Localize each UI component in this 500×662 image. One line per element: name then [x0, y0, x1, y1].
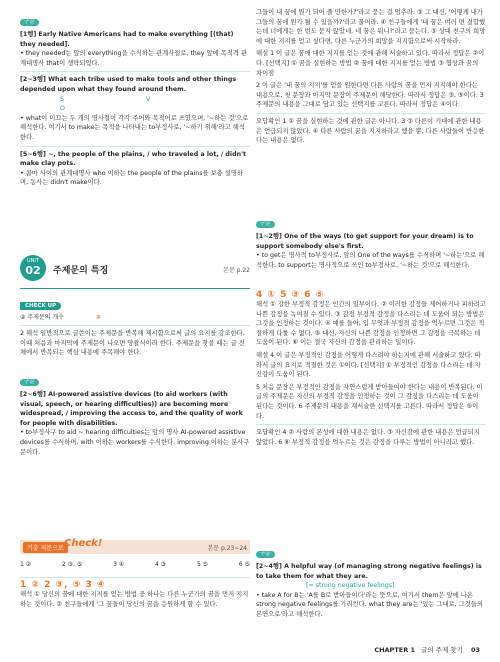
unit-badge — [20, 255, 46, 281]
unit-divider — [20, 288, 250, 289]
divider — [256, 113, 486, 114]
note-body: • to부정사구 to aid ~ hearing difficulties는 앞의 명사 AI-powered assistive devices를 수식하며, with 이하는 workers를 수식한다. improving 이하는 분사구문이다. — [20, 429, 250, 456]
unit-header — [20, 255, 250, 281]
note-body: • 콤마 사이의 관계대명사 who 이하는 the people of the plains를 보충 설명하며, 동사는 didn't make이다. — [20, 169, 244, 187]
note-title: [5~6행] ~, the people of the plains, / who traveled a lot, / didn't make clay pots. — [20, 150, 247, 168]
note-body: 그들이 내 꿈에 뭔가 되어 줄 만한가?'라고 묻는 걸 멈추라. ③ 그 대신, '어떻게 내가 그들의 꿈에 뭔가 될 수 있을까?'라고 물어라. ④ 친구들에게 '내 꿈은 여러 면 결합했는데 너에게는 한 번도 묻지 않았네. 네 꿈은 뭐니?'라고 묻는다. ⑤ 상대 친구의 희망에 대한 지지를 얻고 싶다면, 다른 누군가의 희망을 지지함으로써 시작하라. — [256, 9, 486, 45]
big-answers: 4 ① 5 ③ 6 ⑤ — [256, 290, 325, 300]
note-title: [1~2행] One of the ways (to get support for your dream) is to support somebody else's first. — [256, 233, 474, 250]
note-body: • they needed는 앞의 everything을 수식하는 관계사절로, they 앞에 목적격 관계대명사 that이 생략되었다. — [20, 50, 248, 67]
divider — [20, 577, 250, 578]
grammar-note-2 — [20, 368, 250, 457]
note-body: 2 해석 일반적으로 글쓴이는 주제문을 반복해 제시함으로써 글의 요지를 강조한다. 이때 처음과 마지막에 주제문이 나오면 양괄식이라 한다. 주제문을 찾을 때는 글 전체에서 반복되는 핵심 내용에 주목해야 한다. — [20, 330, 245, 357]
grammar-note-4 — [256, 540, 486, 620]
check-logo: Check! — [64, 538, 103, 549]
answer-item: 6 ⑤ — [238, 561, 250, 568]
check-up-tag: CHECK UP — [20, 302, 61, 310]
guide-tag: 구문 — [20, 379, 39, 386]
divider — [20, 325, 250, 326]
big-answers: 1 ② 2 ③, ⑤ 3 ④ — [20, 580, 106, 590]
check-bar — [20, 540, 250, 554]
note-body: 해설 1 이 글은 꿈에 대한 지지를 얻는 것에 관해 서술하고 있다. 따라서 정답은 ②이다. [선택지] ① 꿈을 실현하는 방법 ② 꿈에 대한 지지를 얻는 방법 ③ 협상과 꿈의 차이점 — [256, 50, 485, 77]
grammar-note-3 — [256, 210, 486, 270]
note-body: 2 이 글은 '내 꿈의 지지'를 얻을 원한다면 다른 사람의 꿈을 먼저 지지해야 한다는 내용으로, 첫 문장과 마지막 문장이 주제문이 해당한다. 따라서 정답은 ③, ⑤이다. 3 주제문의 내용을 그대로 담고 있는 선택지를 고른다. 따라서 정답은 ④이다. — [256, 82, 484, 109]
note-body: 해석 ① 강한 부정적 감정은 인간의 일부이다. ② 이러한 감정들 제어하거나 피하려고 나쁜 감정을 녹여질 수 있다. ③ 감정 부정적 감정을 다스리는 데 도움이 되는 방법은 그것을 인정하는 것이다. ④ 예를 들어, 입 무엇과 부정적 감정을 억누르면 그것은 적절하게 다룰 수 없다. ⑤ 대신, 자신의 나쁜 감정을 인정하면 그 감정을 극복하는 데 도움이 된다. ⑥ 이는 결국 자신의 감정을 관리하는 일이다. — [256, 301, 486, 347]
divider — [20, 71, 250, 72]
divider — [256, 424, 486, 425]
footer-chapter: CHAPTER 1 — [374, 646, 415, 654]
answer-item: 5 ⑤ — [196, 561, 209, 568]
note-title: [2~6행] AI-powered assistive devices (to aid workers (with visual, speech, or hearing difficulties)) are becoming more widespread, / improving the access to, and the quality of work for people with disabilities. — [20, 391, 243, 427]
note-body: 오답확인 4 ② 사람의 본성에 대한 내용은 없다. ③ 자신감에 관한 내용은 언급되지 않았다. 6 ⑥ 부정적 감정을 억누르는 것은 감정을 다루는 방법이 아니라고 했다. — [256, 429, 480, 446]
note-body: 해설 4 이 글은 부정적인 감정을 어떻게 다스려야 하는지에 관해 서술하고 있다. 따라서 글의 요지로 적절한 것은 ①이다. [선택지] ① 부정적인 감정을 다스리는 데 자신감이 도움이 된다. — [256, 351, 481, 379]
note-body: 해석 ① 당신의 꿈에 대한 지지를 얻는 방법 중 하나는 다른 누군가의 꿈을 먼저 지지하는 것이다. ② 친구들에게 '그 꿈들이 당신의 꿈을 응원하게 할 수 있다. — [20, 591, 249, 608]
check-up-item — [20, 313, 250, 322]
footer-title: 글의 주제 찾기 — [421, 646, 463, 654]
unit-label: UNIT — [27, 258, 39, 264]
check-bar-label: 기출 지문으로 — [23, 542, 68, 553]
note-body: • to get은 명사적 to부정사로, 앞의 One of the ways를 수식하며 '~하는'으로 해석한다. to support는 명사적으로 쓰인 to부정사로, '~하는 것'으로 해석한다. — [256, 252, 485, 269]
answer-item: 4 ③ — [155, 561, 167, 568]
right-section-1 — [256, 8, 486, 146]
answer-explanation — [20, 580, 250, 609]
guide-tag: 구문 — [256, 551, 275, 558]
note-sub: [= strong negative feelings] — [306, 582, 395, 590]
grammar-note-1 — [20, 8, 250, 188]
sentence-marks: S V O — [60, 95, 191, 113]
note-body: 5 처음 문장은 부정적인 감정을 자연스럽게 받아들여야 한다는 내용이 반복된다. 이 글의 주제문은 자신의 부정적 감정을 인정하는 것이 그 감정을 다스리는 데 도움이 된다는 것이다. 6 주제문의 내용을 재서술한 선택지를 고른다. 따라서 정답은 ⑤이다. — [256, 383, 483, 420]
right-section-2 — [256, 290, 486, 447]
note-title: [1행] Early Native Americans had to make everything [(that) they needed]. — [20, 31, 234, 48]
note-title: [2~4행] A helpful way (of managing strong negative feelings) is to take them for what they are. — [256, 563, 482, 580]
note-body: 오답확인 1 ① 꿈을 실현하는 것에 관한 글은 아니다. 3 ③ 다른이 기대에 관한 내용은 언급되지 않았다. ④ 다른 사람의 꿈을 지지하라고 했을 뿐, 다른 사람들이 반응한다는 내용은 없다. — [256, 117, 485, 145]
note-title: [2~3행] What each tribe used to make tools and other things depended upon what they found around them. — [20, 76, 237, 93]
answer-row — [20, 560, 250, 569]
footer-page: 03 — [470, 646, 480, 654]
divider — [20, 146, 250, 147]
answer-item: 3 ④ — [113, 561, 125, 568]
unit-title: 주제문의 특징 — [53, 266, 109, 276]
page-footer — [374, 645, 480, 654]
guide-tag: 구문 — [256, 221, 275, 228]
guide-tag: 구문 — [20, 19, 39, 26]
answer-item: 1 ② — [20, 561, 32, 568]
check-item-answer: ② — [95, 314, 101, 321]
unit-number: 02 — [25, 264, 41, 277]
check-item-text: ② 주제문의 개수 — [20, 314, 64, 321]
check-bar-page: 본문 p.23~24 — [207, 545, 247, 552]
note-body: • what이 이끄는 두 개의 명사절이 각각 주어와 목적어로 쓰였으며, '~하는 것'으로 해석한다. 여기서 to make는 목적을 나타내는 to부정사로, '~하기 위해'라고 해석한다. — [20, 114, 249, 141]
unit-page: 본문 p.22 — [223, 267, 250, 274]
note-body: • take A for B는 'A를 B로 받아들이다'라는 뜻으로, 여기서 them은 앞에 나온 strong negative feelings를 가리킨다. what they are는 '있는 그대로, 그것들의 본연으로'라고 해석한다. — [256, 591, 484, 618]
answer-item: 2 ③, ⑤ — [61, 561, 83, 568]
check-up-section — [20, 292, 250, 358]
